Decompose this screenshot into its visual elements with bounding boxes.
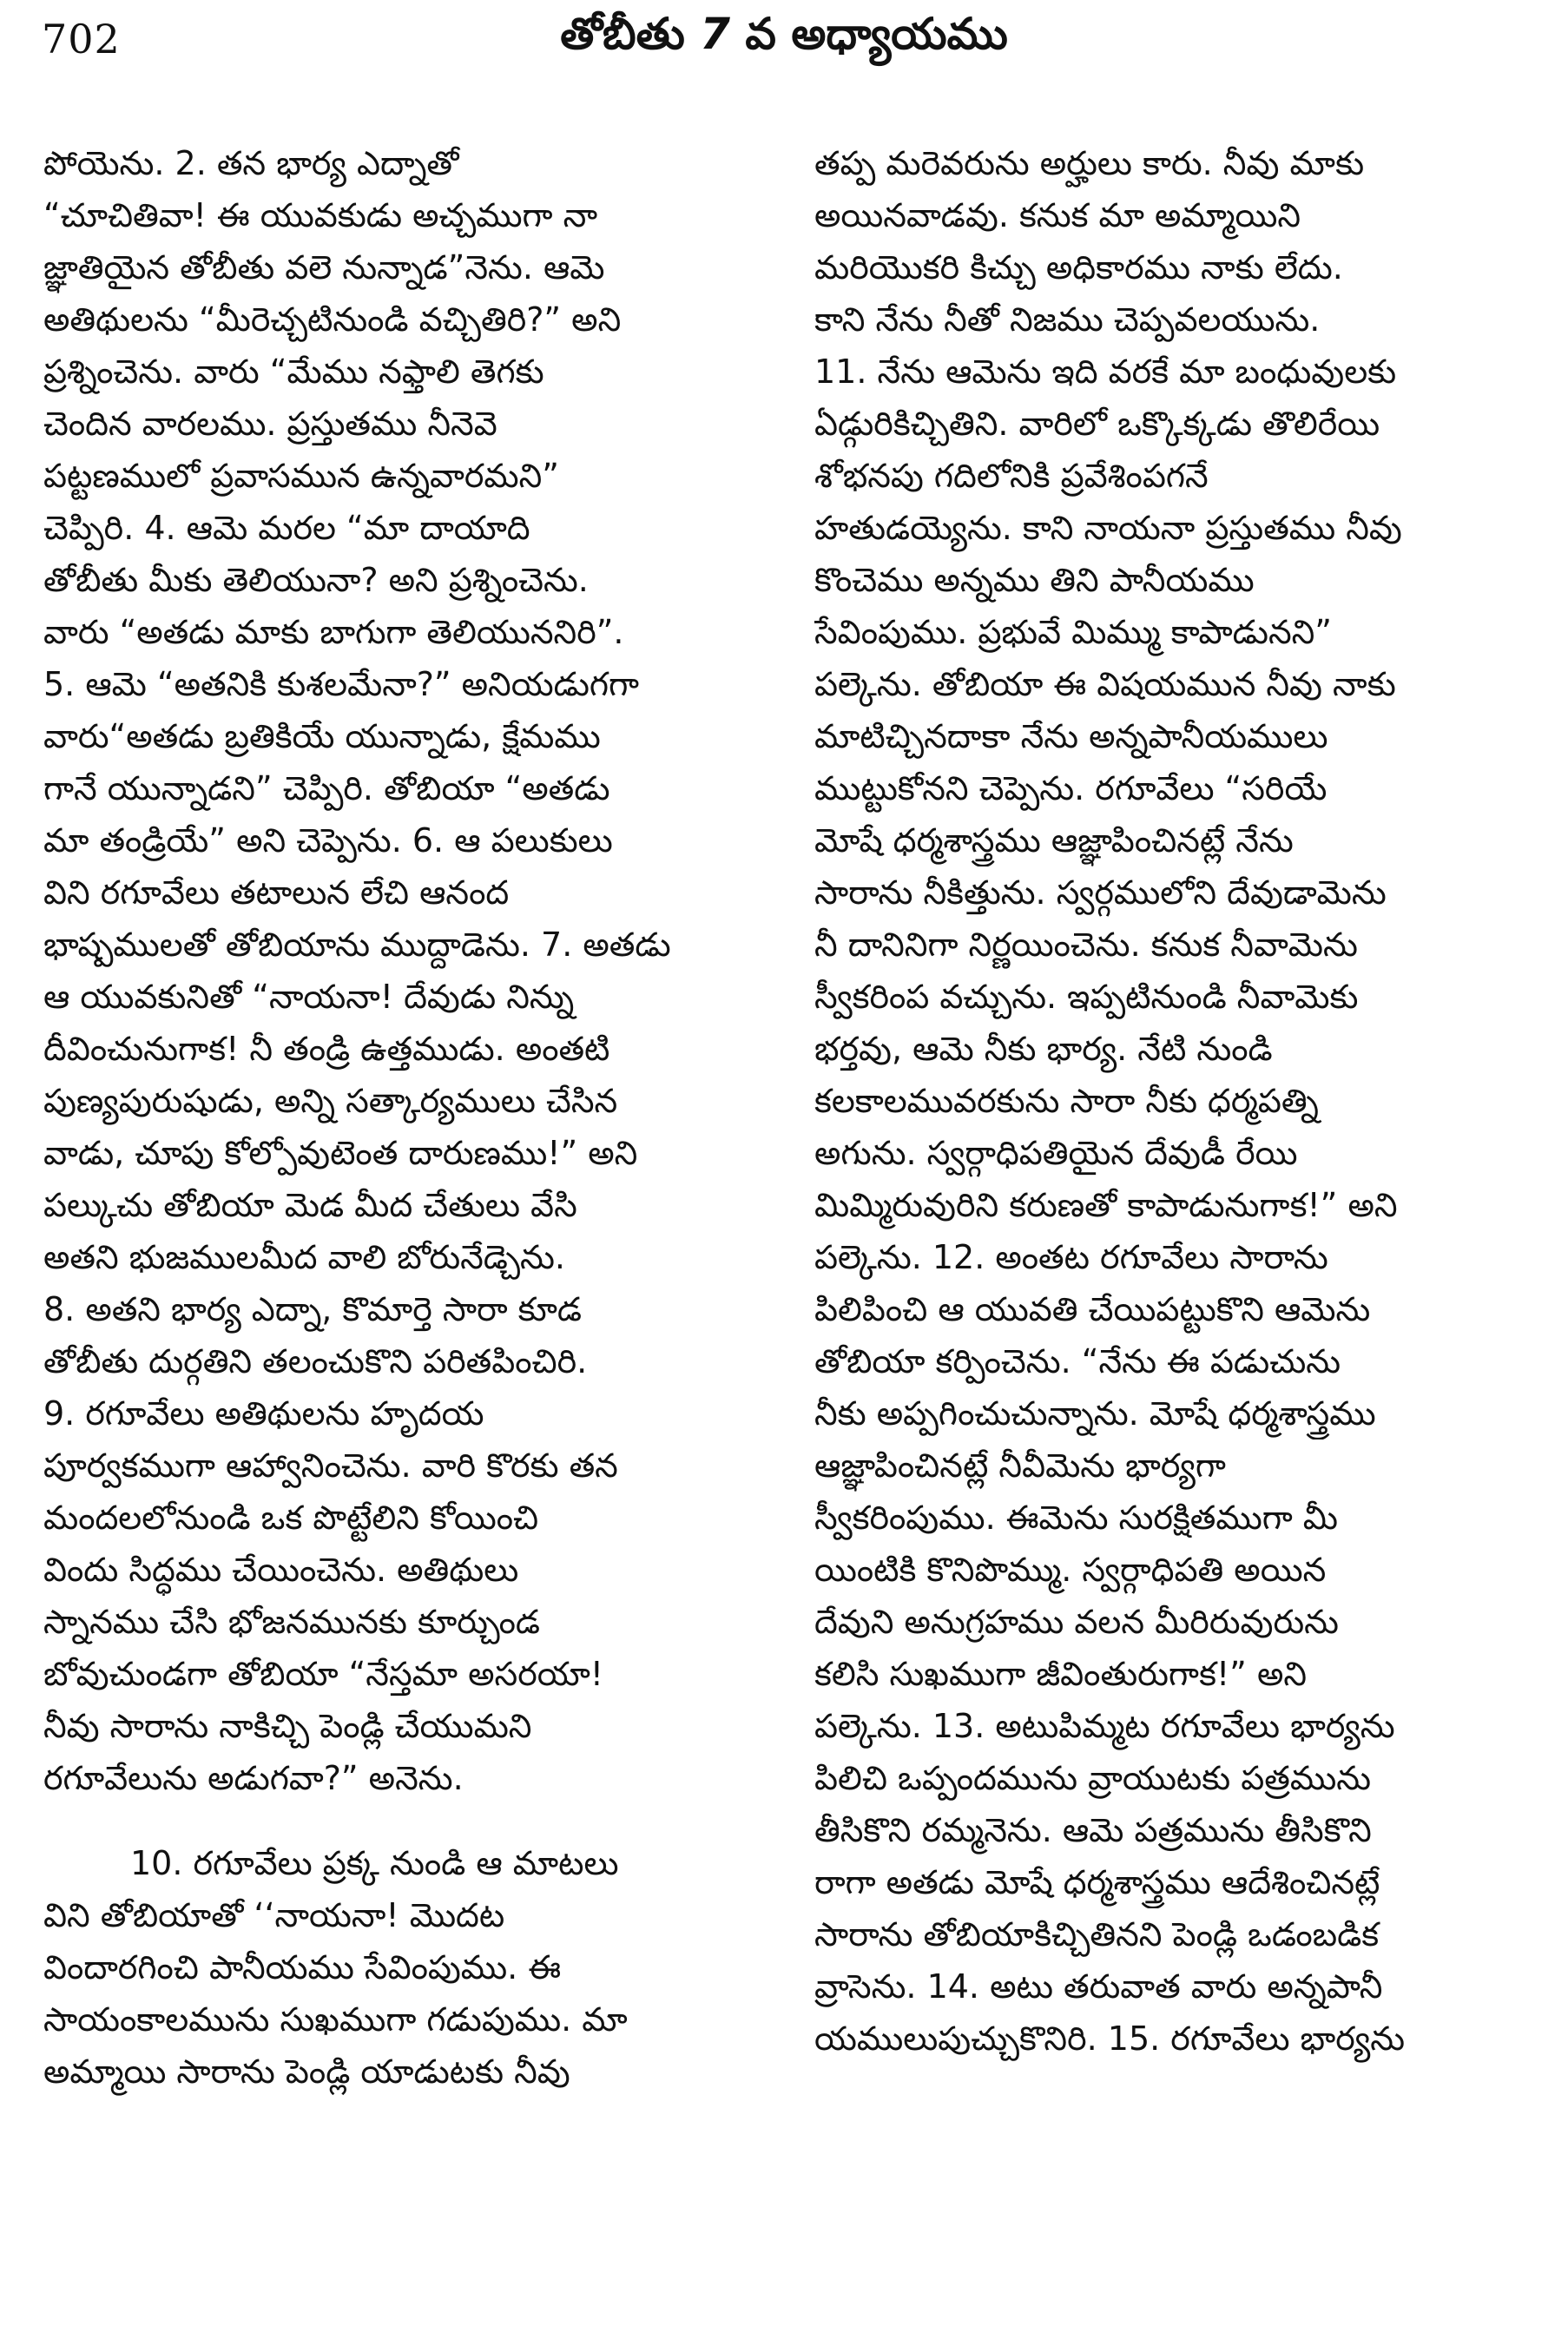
text-line: యింటికి కొనిపొమ్ము. స్వర్గాధిపతి అయిన — [814, 1551, 1327, 1589]
text-line: తోబీతు దుర్గతిని తలంచుకొని పరితపించిరి. — [43, 1342, 588, 1380]
text-line: ఆజ్ఞాపించినట్లే నీవీమెను భార్యగా — [814, 1446, 1226, 1485]
text-line: స్నానము చేసి భోజనమునకు కూర్చుండ — [43, 1603, 541, 1641]
text-line: వారు “అతడు మాకు బాగుగా తెలియుననిరి”. — [43, 613, 624, 651]
text-line: తోబీతు మీకు తెలియునా? అని ప్రశ్నించెను. — [43, 561, 589, 599]
text-line: ముట్టుకోనని చెప్పెను. రగూవేలు “సరియే — [814, 769, 1328, 807]
text-line: రగూవేలును అడుగవా?” అనెను. — [43, 1759, 464, 1797]
text-line: సాయంకాలమును సుఖముగా గడుపుము. మా — [43, 2000, 628, 2039]
text-line: 10. రగూవేలు ప్రక్క నుండి ఆ మాటలు — [130, 1844, 619, 1882]
text-line: పోయెను. 2. తన భార్య ఎద్నాతో — [43, 144, 459, 182]
text-line: 8. అతని భార్య ఎద్నా, కొమార్తె సారా కూడ — [43, 1290, 583, 1328]
text-line: దేవుని అనుగ్రహము వలన మీరిరువురును — [814, 1603, 1339, 1641]
text-line: తోబియా కర్పించెను. “నేను ఈ పడుచును — [814, 1342, 1341, 1380]
text-line: అయినవాడవు. కనుక మా అమ్మాయిని — [814, 196, 1301, 234]
text-line: వాడు, చూపు కోల్పోవుటెంత దారుణము!” అని — [43, 1134, 638, 1172]
text-line: అమ్మాయి సారాను పెండ్లి యాడుటకు నీవు — [43, 2052, 570, 2091]
left-paragraph-1 — [43, 137, 745, 1804]
text-line: పట్టణములో ప్రవాసమున ఉన్నవారమని” — [43, 457, 559, 495]
text-line: పల్కెను. 12. అంతట రగూవేలు సారాను — [814, 1238, 1328, 1276]
text-line: ప్రశ్నించెను. వారు “మేము నఫ్తాలి తెగకు — [43, 352, 544, 391]
text-line: మరియొకరి కిచ్చు అధికారము నాకు లేదు. — [814, 248, 1343, 287]
text-line: నీ దానినిగా నిర్ణయించెను. కనుక నీవామెను — [814, 926, 1358, 964]
text-line: దీవించునుగాక! నీ తండ్రి ఉత్తముడు. అంతటి — [43, 1030, 610, 1068]
text-line: విందారగించి పానీయము సేవింపుము. ఈ — [43, 1948, 562, 1986]
text-line: భర్తవు, ఆమె నీకు భార్య. నేటి నుండి — [814, 1030, 1273, 1068]
text-line: కాని నేను నీతో నిజము చెప్పవలయును. — [814, 300, 1321, 339]
text-line: విని రగూవేలు తటాలున లేచి ఆనంద — [43, 873, 510, 912]
right-column — [814, 137, 1516, 2065]
text-line: వ్రాసెను. 14. అటు తరువాత వారు అన్నపానీ — [814, 1967, 1383, 2006]
text-line: పల్కుచు తోబియా మెడ మీద చేతులు వేసి — [43, 1186, 577, 1224]
text-line: 9. రగూవేలు అతిథులను హృదయ — [43, 1394, 484, 1433]
running-head-suffix: వ అధ్యాయము — [730, 9, 1008, 59]
text-line: పల్కెను. 13. అటుపిమ్మట రగూవేలు భార్యను — [814, 1707, 1395, 1745]
text-line: స్వీకరింప వచ్చును. ఇప్పటినుండి నీవామెకు — [814, 978, 1359, 1016]
text-line: భాష్పములతో తోబియాను ముద్దాడెను. 7. అతడు — [43, 926, 671, 964]
text-line: సారాను తోబియాకిచ్చితినని పెండ్లి ఒడంబడిక — [814, 1915, 1380, 1953]
text-line: బోవుచుండగా తోబియా “నేస్తమా అసరయా! — [43, 1655, 604, 1693]
text-line: అగును. స్వర్గాధిపతియైన దేవుడీ రేయి — [814, 1134, 1298, 1172]
running-head-prefix: తోబీతు — [560, 9, 701, 59]
text-line: 5. ఆమె “అతనికి కుశలమేనా?” అనియడుగగా — [43, 665, 639, 703]
text-line: మిమ్మిరువురిని కరుణతో కాపాడునుగాక!” అని — [814, 1186, 1398, 1224]
text-line: సారాను నీకిత్తును. స్వర్గములోని దేవుడామెను — [814, 873, 1387, 912]
text-line: మందలలోనుండి ఒక పొట్టేలిని కోయించి — [43, 1499, 539, 1537]
text-line: పిలిపించి ఆ యువతి చేయిపట్టుకొని ఆమెను — [814, 1290, 1371, 1328]
text-line: తీసికొని రమ్మనెను. ఆమె పత్రమును తీసికొని — [814, 1811, 1372, 1849]
running-head-chapter-number: 7 — [700, 9, 730, 59]
text-line: స్వీకరింపుము. ఈమెను సురక్షితముగా మీ — [814, 1499, 1339, 1537]
text-line: మా తండ్రియే” అని చెప్పెను. 6. ఆ పలుకులు — [43, 821, 613, 860]
paragraph-gap — [43, 1804, 745, 1837]
text-line: విందు సిద్ధము చేయించెను. అతిథులు — [43, 1551, 519, 1589]
text-line: ఏడ్గురికిచ్చితిని. వారిలో ఒక్కొక్కడు తొలిరేయి — [814, 405, 1380, 443]
text-line: యములుపుచ్చుకొనిరి. 15. రగూవేలు భార్యను — [814, 2019, 1406, 2058]
text-line: పుణ్యపురుషుడు, అన్ని సత్కార్యములు చేసిన — [43, 1082, 618, 1120]
text-line: రాగా అతడు మోషే ధర్మశాస్త్రము ఆదేశించినట్లే — [814, 1863, 1380, 1901]
page-number: 702 — [42, 16, 121, 63]
text-line: జ్ఞాతియైన తోబీతు వలె నున్నాడ”నెను. ఆమె — [43, 248, 605, 287]
text-line: పిలిచి ఒప్పందమును వ్రాయుటకు పత్రమును — [814, 1759, 1372, 1797]
text-line: చెందిన వారలము. ప్రస్తుతము నీనెవె — [43, 405, 497, 443]
text-line: గానే యున్నాడని” చెప్పిరి. తోబియా “అతడు — [43, 769, 610, 807]
text-line: కలిసి సుఖముగా జీవింతురుగాక!” అని — [814, 1655, 1308, 1693]
text-line: “చూచితివా! ఈ యువకుడు అచ్చముగా నా — [43, 196, 598, 234]
text-line: సేవింపుము. ప్రభువే మిమ్ము కాపాడునని” — [814, 613, 1332, 651]
text-line: తప్ప మరెవరును అర్హులు కారు. నీవు మాకు — [814, 144, 1365, 182]
left-paragraph-2 — [43, 1837, 745, 2098]
text-line: నీవు సారాను నాకిచ్చి పెండ్లి చేయుమని — [43, 1707, 532, 1745]
text-line: కొంచెము అన్నము తిని పానీయము — [814, 561, 1255, 599]
text-line: అతని భుజములమీద వాలి బోరునేడ్చెను. — [43, 1238, 565, 1276]
text-line: విని తోబియాతో ‘‘నాయనా! మొదట — [43, 1896, 505, 1934]
text-line: శోభనపు గదిలోనికి ప్రవేశింపగనే — [814, 457, 1209, 495]
text-line: పల్కెను. తోబియా ఈ విషయమున నీవు నాకు — [814, 665, 1396, 703]
text-line: వారు“అతడు బ్రతికియే యున్నాడు, క్షేమము — [43, 717, 601, 755]
text-line: చెప్పిరి. 4. ఆమె మరల “మా దాయాది — [43, 509, 530, 547]
text-line: మోషే ధర్మశాస్త్రము ఆజ్ఞాపించినట్లే నేను — [814, 821, 1294, 860]
text-line: హతుడయ్యెను. కాని నాయనా ప్రస్తుతము నీవు — [814, 509, 1402, 547]
text-line: 11. నేను ఆమెను ఇది వరకే మా బంధువులకు — [814, 352, 1397, 391]
text-line: అతిథులను “మీరెచ్చటినుండి వచ్చితిరి?” అని — [43, 300, 622, 339]
running-head — [0, 9, 1568, 70]
left-column — [43, 137, 745, 2098]
text-line: ఆ యువకునితో “నాయనా! దేవుడు నిన్ను — [43, 978, 575, 1016]
text-line: నీకు అప్పగించుచున్నాను. మోషే ధర్మశాస్త్రము — [814, 1394, 1376, 1433]
text-line: కలకాలమువరకును సారా నీకు ధర్మపత్ని — [814, 1082, 1319, 1120]
text-line: పూర్వకముగా ఆహ్వానించెను. వారి కొరకు తన — [43, 1446, 618, 1485]
text-line: మాటిచ్చినదాకా నేను అన్నపానీయములు — [814, 717, 1328, 755]
